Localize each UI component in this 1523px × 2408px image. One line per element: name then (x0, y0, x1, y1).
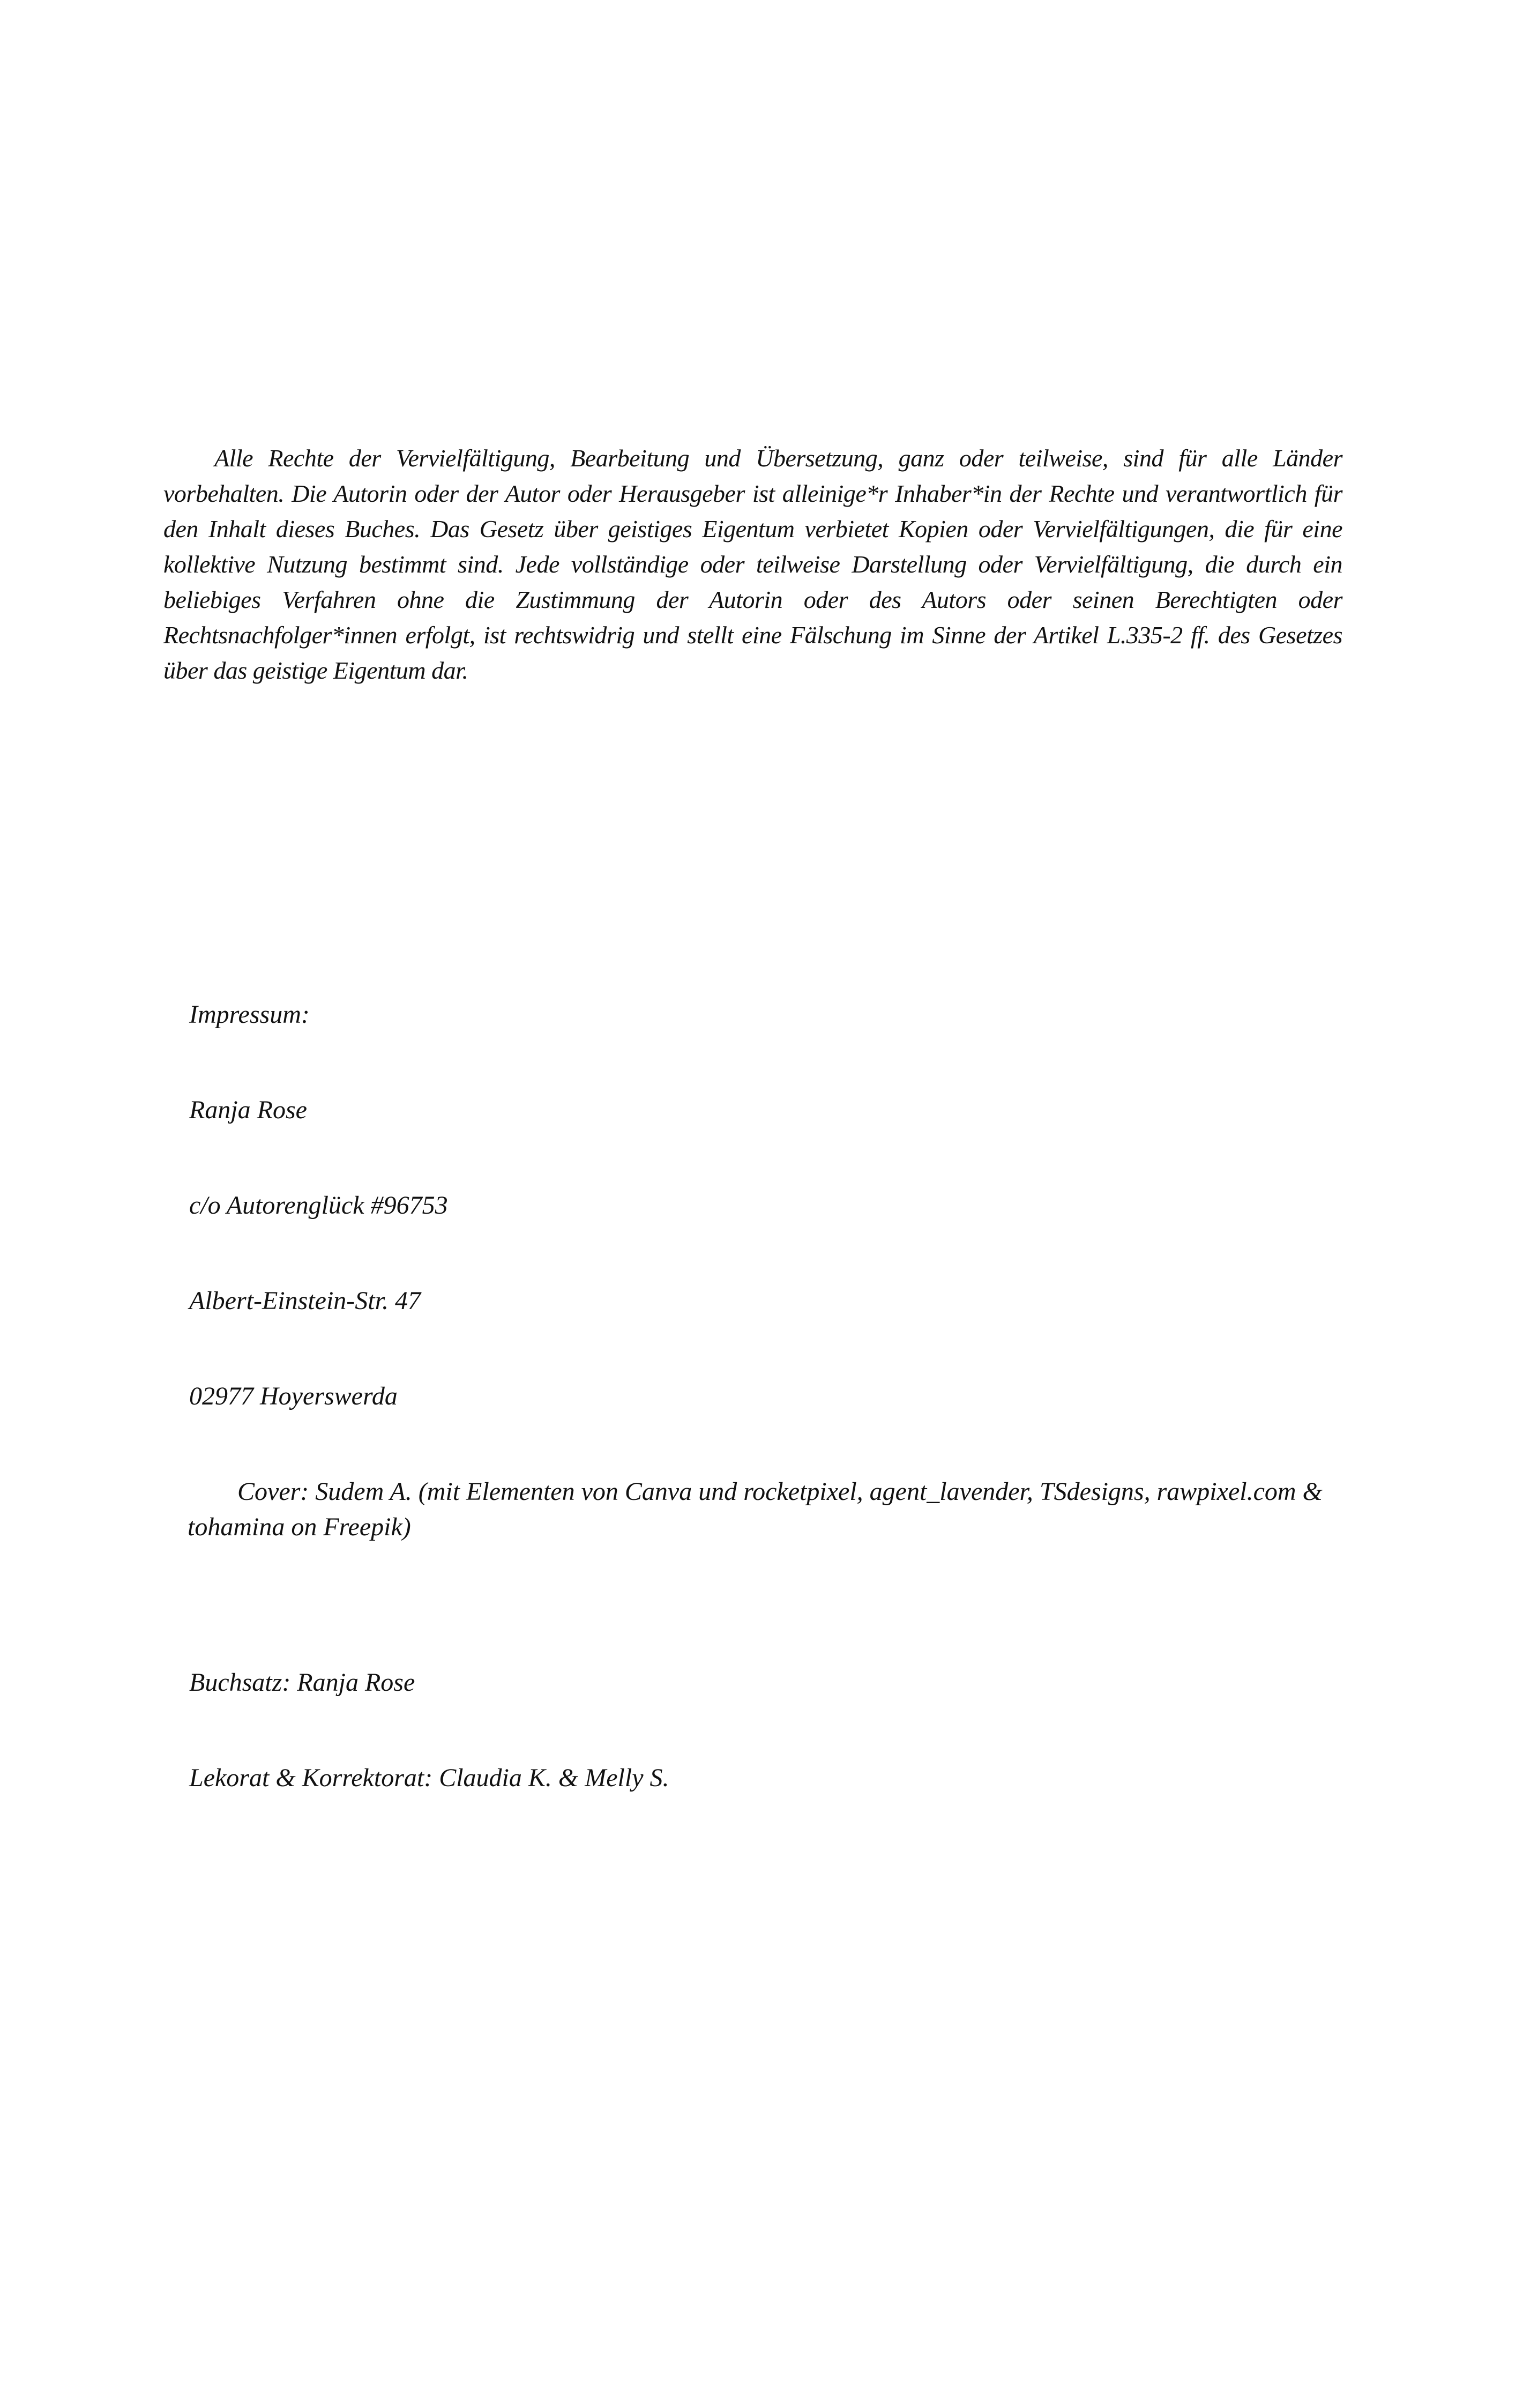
imprint-street-line (139, 1283, 421, 1319)
imprint-care-of: c/o Autorenglück #96753 (189, 1191, 448, 1220)
copyright-notice: Alle Rechte der Vervielfältigung, Bearbeitung und Übersetzung, ganz oder teilweise, sind für alle Länder vorbehalten. Die Autorin oder der Autor oder Herausgeber ist alleinige*r Inhaber*in der Rechte und verantwortlich für den Inhalt dieses Buches. Das Gesetz über geistiges Eigentum verbietet Kopien oder Vervielfältigungen, die für eine kollektive Nutzung bestimmt sind. Jede vollständige oder teilweise Darstellung oder Vervielfältigung, die durch ein beliebiges Verfahren ohne die Zustimmung der Autorin oder des Autors oder seinen Berechtigten oder Rechtsnachfolger*innen erfolgt, ist rechtswidrig und stellt eine Fälschung im Sinne der Artikel L.335-2 ff. des Gesetzes über das geistige Eigentum dar. (163, 444, 1342, 684)
imprint-typesetting-line (139, 1665, 415, 1700)
imprint-heading-line (139, 997, 310, 1032)
imprint-cover-credit: Cover: Sudem A. (mit Elementen von Canva und rocketpixel, agent_lavender, TSdesigns, rawpixel.com & tohamina on Freepik) (188, 1477, 1323, 1541)
imprint-city-line (139, 1379, 398, 1414)
imprint-name-line (139, 1092, 307, 1128)
imprint-editing-line (139, 1760, 669, 1796)
imprint-street: Albert-Einstein-Str. 47 (189, 1287, 421, 1315)
imprint-heading: Impressum: (189, 1000, 310, 1029)
imprint-name: Ranja Rose (189, 1096, 307, 1124)
imprint-cover-line (188, 1474, 1340, 1545)
imprint-city: 02977 Hoyerswerda (189, 1382, 398, 1410)
imprint-care-of-line (139, 1188, 448, 1223)
imprint-typesetting-credit: Buchsatz: Ranja Rose (189, 1668, 415, 1697)
imprint-editing-credit: Lekorat & Korrektorat: Claudia K. & Melly S. (189, 1764, 669, 1792)
